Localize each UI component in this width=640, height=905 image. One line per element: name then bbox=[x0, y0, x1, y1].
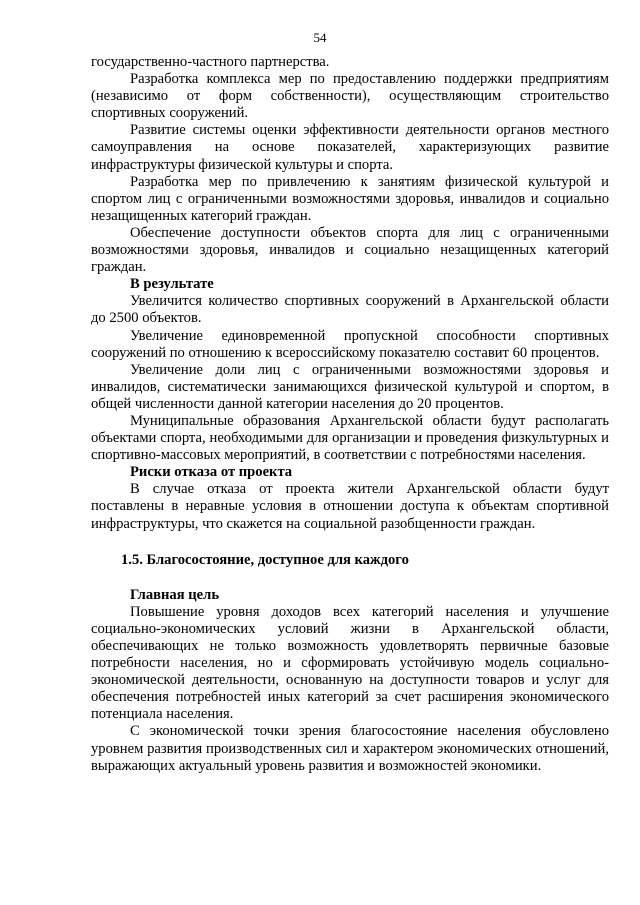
paragraph: Муниципальные образования Архангельской области будут располагать объектами спорта, необходимыми для организации и проведения физкультурных и спортивно-массовых мероприятий, в соответствии с потребностями населения. bbox=[91, 412, 609, 464]
page-number: 54 bbox=[313, 30, 327, 45]
paragraph: Разработка комплекса мер по предоставлению поддержки предприятиям (независимо от форм собственности), осуществляющим строительство спортивных сооружений. bbox=[91, 71, 609, 122]
paragraph: Развитие системы оценки эффективности деятельности органов местного самоуправления на основе показателей, характеризующих развитие инфраструктуры физической культуры и спорта. bbox=[91, 122, 609, 173]
paragraph: Обеспечение доступности объектов спорта для лиц с ограниченными возможностями здоровья, инвалидов и социально незащищенных категорий граждан. bbox=[91, 224, 609, 276]
risks-heading: Риски отказа от проекта bbox=[130, 464, 293, 481]
paragraph: Увеличится количество спортивных сооружений в Архангельской области до 2500 объектов. bbox=[91, 293, 609, 327]
paragraph: В случае отказа от проекта жители Архангельской области будут поставлены в неравные условия в отношении доступа к объектам спортивной инфраструктуры, что скажется на социальной разобщенности граждан. bbox=[91, 481, 609, 532]
results-heading: В результате bbox=[130, 276, 214, 293]
paragraph: Повышение уровня доходов всех категорий населения и улучшение социально-экономических условий жизни в Архангельской области, обеспечивающих не только возможность удовлетворять первичные базовые потребности населения, но и сформировать устойчивую модель социально-экономической деятельности, основанную на доступности товаров и услуг для обеспечения потребностей иных категорий за счет расширения экономического потенциала населения. bbox=[91, 603, 609, 723]
page-content bbox=[91, 54, 609, 775]
paragraph: Увеличение доли лиц с ограниченными возможностями здоровья и инвалидов, систематически занимающихся физической культурой и спортом, в общей численности данной категории населения до 20 процентов. bbox=[91, 361, 609, 412]
paragraph: С экономической точки зрения благосостояние населения обусловлено уровнем развития производственных сил и характером экономических отношений, выражающих актуальный уровень развития и возможностей экономики. bbox=[91, 723, 609, 774]
section-title: 1.5. Благосостояние, доступное для каждого bbox=[121, 551, 409, 568]
paragraph: Разработка мер по привлечению к занятиям физической культурой и спортом лиц с ограниченными возможностями здоровья, инвалидов и социально незащищенных категорий граждан. bbox=[91, 173, 609, 224]
paragraph: Увеличение единовременной пропускной способности спортивных сооружений по отношению к всероссийскому показателю составит 60 процентов. bbox=[91, 327, 609, 361]
goal-heading: Главная цель bbox=[130, 586, 220, 603]
paragraph-continuation: государственно-частного партнерства. bbox=[91, 54, 330, 70]
